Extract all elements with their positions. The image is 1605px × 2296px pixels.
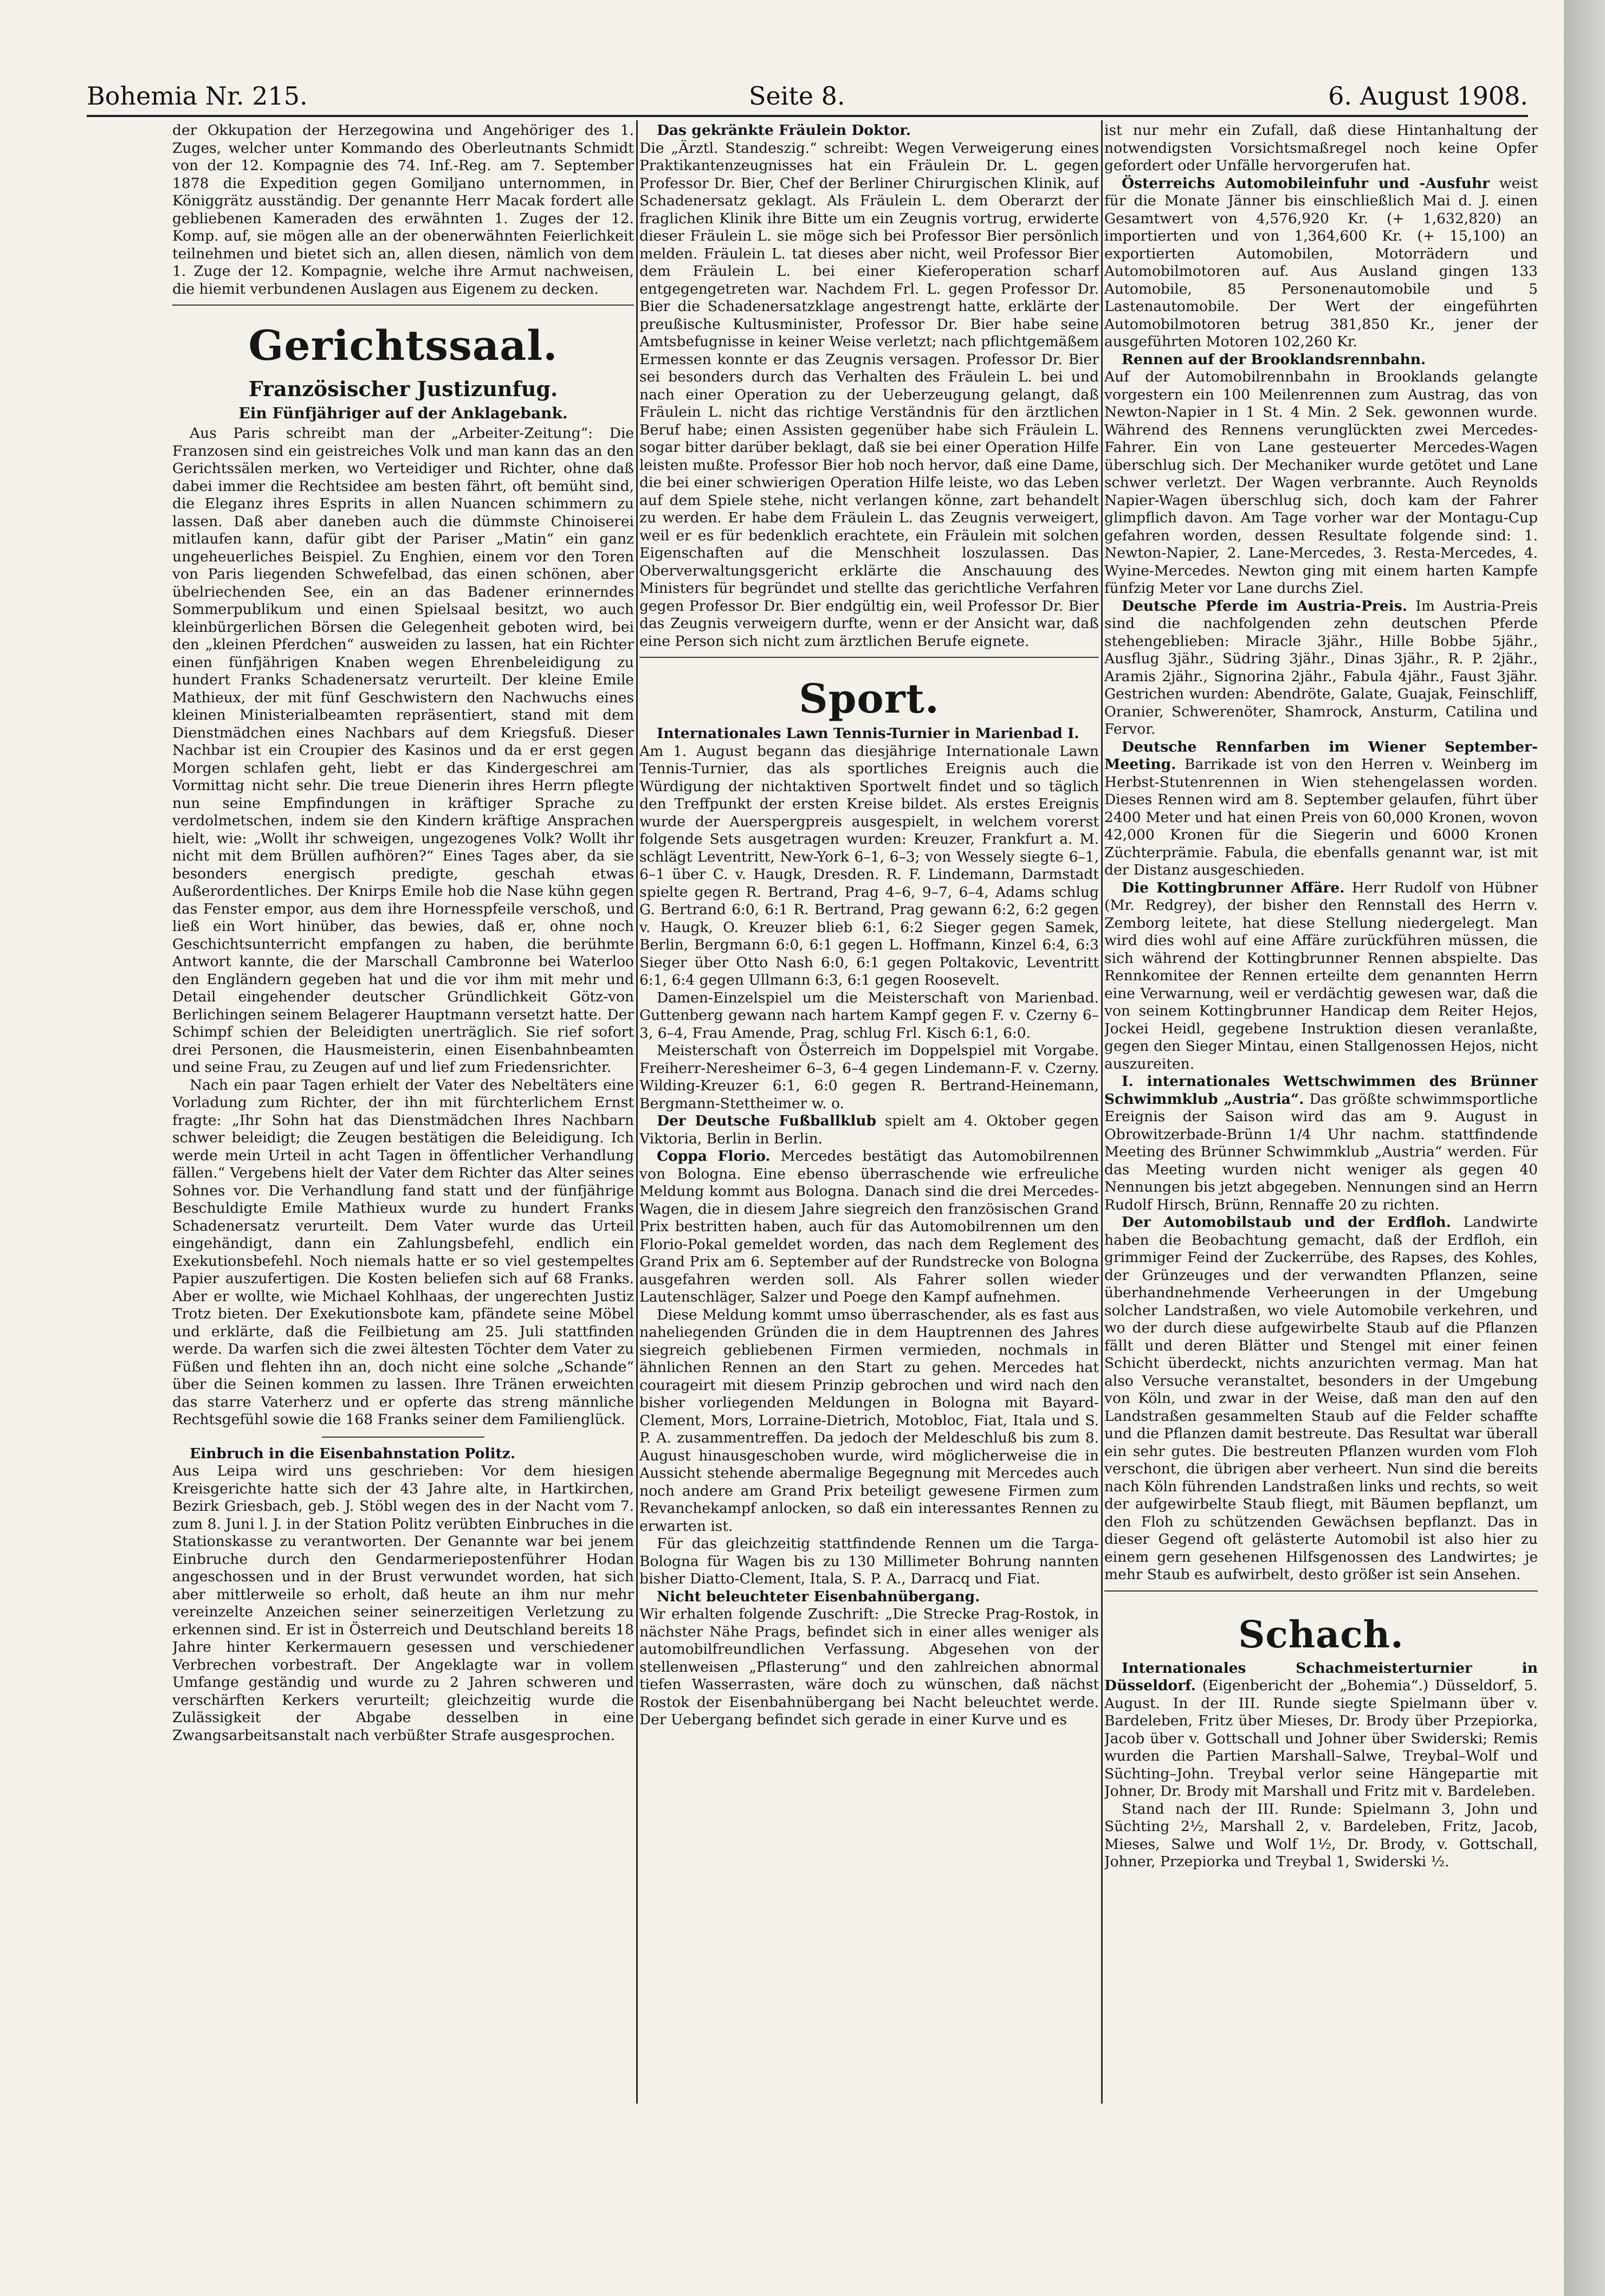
article-body: Landwirte haben die Beobachtung gemacht, daß der Erdfloh, ein grimmiger Feind der Zuckerrübe, des Rapses, des Kohles, der Grünzeuges und der verwandten Pflanzen, seine überhandnehmende Verheerungen in der Umgebung solcher Landstraßen, wo viele Automobile verkehren, und wo der durch diese aufgewirbelte Staub auf die Pflanzen fällt und deren Blätter und Stengel mit einer feinen Schicht überdeckt, nichts anzurichten vermag. Man hat also Versuche veranstaltet, besonders in der Umgebung von Köln, und zwar in der Weise, daß man den auf den Landstraßen gesammelten Staub auf die Felder schaffte und die Pflanzen damit bestreute. Das Resultat war überall ein sehr gutes. Die bestreuten Pflanzen wurden vom Floh verschont, die übrigen aber verheert. Nun sind die bereits nach Köln führenden Landstraßen links und rechts, so weit der aufgewirbelte Staub fliegt, mit Bäumen bepflanzt, um den Floh zu schützenden Gewächsen bepflanzt. Das in dieser Gegend oft gelästerte Automobil ist also hier zu einem gern gesehenen Hilfsgenossen des Landwirtes; je mehr Staub es aufwirbelt, desto größer ist sein Ansehen. [1104, 1214, 1538, 1583]
article-paragraph [1104, 598, 1538, 739]
article-paragraph: Damen-Einzelspiel um die Meisterschaft von Marienbad. Guttenberg gewann nach hartem Kampf gegen F. v. Czerny 6–3, 6–4, Frau Amende, Prag, schlug Frl. Kisch 6:1, 6:0. [639, 989, 1099, 1042]
article-subtitle: Französischer Justizunfug. [248, 377, 558, 401]
article-paragraph: Nach ein paar Tagen erhielt der Vater des Nebeltäters eine Vorladung zum Richter, der ihn mit fürchterlichem Ernst fragte: „Ihr Sohn hat das Dienstmädchen Ihres Nachbarn schwer beleidigt; die Zeugen bestätigen die Beleidigung. Ich werde mein Urteil in acht Tagen in öffentlicher Verhandlung fällen.“ Vergebens hielt der Vater dem Richter das Alter seines Sohnes vor. Die Verhandlung fand statt und der fünfjährige Beschuldigte Emile Mathieux wurde zu hundert Franks Schadenersatz verurteilt. Dem Vater wurde das Urteil eingehändigt, dann ein Zahlungsbefehl, endlich ein Exekutionsbefehl. Noch niemals hatte er so viel gestempeltes Papier auszufertigen. Die Kosten beliefen sich auf 68 Franks. Aber er wollte, wie Michael Kohlhaas, der ungerechten Justiz Trotz bieten. Der Exekutionsbote kam, pfändete seine Möbel und erklärte, daß die Feilbietung am 25. Juli stattfinden werde. Da warfen sich die zwei ältesten Töchter dem Vater zu Füßen und flehten ihn an, doch nicht eine solche „Schande“ über die Seinen kommen zu lassen. Ihre Tränen erweichten das starre Vaterherz und er opferte das streng männliche Rechtsgefühl sowie die 168 Franks seiner dem Familienglück. [172, 1076, 634, 1428]
column-separator [636, 120, 638, 2104]
article-divider [172, 305, 634, 306]
article-paragraph [1104, 739, 1538, 879]
header-rule [87, 115, 1528, 117]
article-paragraph: Diese Meldung kommt umso überraschender, als es fast aus naheliegenden Gründen die in dem Hauptrennen des Jahres siegreich gebliebenen Firmen vermieden, nochmals in ähnlichen Rennen an den Start zu gehen. Mercedes hat courageirt mit diesem Prinzip gebrochen und wird nach den bisher vorliegenden Meldungen in Bologna mit Bayard-Clement, Mors, Lorraine-Dietrich, Motobloc, Fiat, Itala und S. P. A. zusammentreffen. Da jedoch der Meldeschluß bis zum 8. August hinausgeschoben wurde, wird möglicherweise die in Aussicht stehende abermalige Begegnung mit Mercedes auch noch andere am Grand Prix beteiligt gewesene Firmen zum Revanchekampf anlocken, so daß ein interessantes Rennen zu erwarten ist. [639, 1306, 1099, 1535]
article-heading: Das gekränkte Fräulein Doktor. [657, 122, 911, 139]
article-divider [322, 1437, 484, 1438]
article-body: spielt am 4. Oktober gegen Viktoria, Berlin in Berlin. [639, 1113, 1099, 1147]
article-paragraph [1104, 1660, 1538, 1801]
article-heading: Die Kottingbrunner Affäre. [1122, 879, 1345, 896]
article-body: Die „Ärztl. Standeszig.“ schreibt: Wegen Verweigerung eines Praktikantenzeugnisses hat ein Fräulein Dr. L. gegen Professor Dr. Bier, Chef der Berliner Chirurgischen Klinik, auf Schadenersatz geklagt. Als Fräulein L. dem Oberarzt der fraglichen Klinik ihre Bitte um ein Zeugnis vortrug, erwiderte dieser Fräulein L. sie möge sich bei Professor Bier persönlich melden. Fräulein L. tat dieses aber nicht, weil Professor Bier dem Fräulein L. bei einer Kieferoperation scharf entgegengetreten war. Nachdem Frl. L. gegen Professor Dr. Bier die Schadenersatzklage angestrengt hatte, erklärte der preußische Kultusminister, Professor Dr. Bier habe seine Amtsbefugnisse in keiner Weise verletzt; nach pflichtgemäßem Ermessen konnte er das Zeugnis versagen. Professor Dr. Bier sei besonders durch das Verhalten des Fräulein L. bei und nach einer Operation zu der Ueberzeugung gelangt, daß Fräulein L. nicht das richtige Verständnis für den ärztlichen Beruf habe; einen Assisten gegenüber habe sich Fräulein L. sogar bitter darüber beklagt, daß sie bei einer Operation Hilfe leisten mußte. Professor Bier hob noch hervor, daß eine Dame, die bei einer schwierigen Operation Hilfe leiste, wo das Leben auf dem Spiele stehe, nicht verlangen könne, zart behandelt zu werden. Er habe dem Fräulein L. das Zeugnis verweigert, weil er es für bedenklich erachtete, ein Fräulein mit solchen Eigenschaften auf die Menschheit loszulassen. Das Oberverwaltungsgericht erklärte die Anschauung des Ministers für begründet und stellte das gerichtliche Verfahren gegen Professor Dr. Bier endgültig ein, weil Professor Dr. Bier das Zeugnis verweigern durfte, wenn er der Ansicht war, daß eine Person sich nicht zum ärztlichen Berufe eignete. [639, 139, 1099, 650]
article-heading: Coppa Florio. [657, 1148, 771, 1165]
column-3 [1104, 122, 1538, 2235]
article-body: Herr Rudolf von Hübner (Mr. Redgrey), der bisher den Rennstall des Herrn v. Zemborg leitete, hat diese Stellung niedergelegt. Man wird dies wohl auf eine Affäre zurückführen müssen, die sich während der Kottingbrunner Rennen abspielte. Das Rennkomitee der Rennen erteilte dem genannten Herrn eine Verwarnung, weil er verdächtig gewesen war, daß die von seinem Kottingbrunner Handicap dem Reiter Hejos, Jockei Heidl, gegebene Instruktion diesen veranlaßte, gegen den Sieger Mintau, einen Stallgenossen Hejos, nicht auszureiten. [1104, 879, 1538, 1072]
article-paragraph [1104, 879, 1538, 1073]
article-heading: Internationales Lawn Tennis-Turnier in Marienbad I. [657, 725, 1079, 742]
scan-border [1564, 0, 1605, 2296]
article-body: Wir erhalten folgende Zuschrift: „Die Strecke Prag-Rostok, in nächster Nähe Prags, befindet sich in einer alles weniger als automobilfreundlichen Verfassung. Abgesehen von der stellenweisen „Pflasterung“ und den zahlreichen abnormal tiefen Wasserrasten, wäre doch zu wünschen, daß nächst Rostok der Eisenbahnübergang bei Nacht beleuchtet werde. Der Uebergang befindet sich gerade in einer Kurve und es [639, 1606, 1099, 1728]
article-heading: Einbruch in die Eisenbahnstation Politz. [190, 1445, 516, 1462]
article-paragraph [1104, 1073, 1538, 1214]
article-heading: Nicht beleuchteter Eisenbahnübergang. [657, 1588, 980, 1605]
article-paragraph [1104, 1214, 1538, 1584]
article-divider [1104, 1590, 1538, 1592]
article-heading: Deutsche Rennfarben im Wiener September-Meeting. [1104, 738, 1538, 773]
article-body: Auf der Automobilrennbahn in Brooklands gelangte vorgestern ein 100 Meilenrennen zum Austrag, das von Newton-Napier in 1 St. 4 Min. 2 Sek. gewonnen wurde. Während des Rennens verunglückten zwei Mercedes-Fahrer. Ein von Lane gesteuerter Mercedes-Wagen überschlug sich. Der Mechaniker wurde getötet und Lane schwer verletzt. Der Wagen verbrannte. Auch Reynolds Napier-Wagen überschlug sich, doch kam der Fahrer glimpflich davon. Am Tage vorher war der Montagu-Cup gefahren worden, dessen Resultate folgende sind: 1. Newton-Napier, 2. Lane-Mercedes, 3. Resta-Mercedes, 4. Wyine-Mercedes. Newton ging mit einem harten Kampfe fünfzig Meter vor Lane durchs Ziel. [1104, 368, 1538, 597]
article-paragraph: Aus Paris schreibt man der „Arbeiter-Zeitung“: Die Franzosen sind ein geistreiches Volk und man kann das an den Gerichtssälen merken, wo Verteidiger und Richter, ohne daß dabei immer die Rechtsidee am besten fährt, oft bemüht sind, die Eleganz ihres Esprits in allen Nuancen schimmern zu lassen. Daß aber daneben auch die dümmste Chinoiserei mitlaufen kann, dafür gibt der Pariser „Matin“ ein ganz ungeheuerliches Beispiel. Zu Enghien, einem vor den Toren von Paris liegenden Schwefelbad, das einen schönen, aber übelriechenden See, ein an das Badener erinnerndes Sommerpublikum und einen Spielsaal besitzt, wo auch kleinbürgerlichen Börsen die Gelegenheit geboten wird, bei den „kleinen Pferdchen“ ausweiden zu lassen, hat ein Richter einen fünfjährigen Knaben wegen Ehrenbeleidigung zu hundert Franks Schadenersatz verurteilt. Der kleine Emile Mathieux, der mit fünf Geschwistern den Nachwuchs eines kleinen Ministerialbeamten repräsentiert, stand mit dem Dienstmädchen eines Nachbars auf dem Kriegsfuß. Dieser Nachbar ist ein Croupier des Kasinos und da er erst gegen Morgen schlafen geht, liebt er das Kindergeschrei am Vormittag nicht sehr. Die treue Dienerin ihres Herrn pflegte nun seine Empfindungen in kräftiger Sprache zu verdolmetschen, indem sie den Kindern kräftige Ansprachen hielt, wie: „Wollt ihr schweigen, ungezogenes Volk? Wollt ihr nicht mit dem Brüllen aufhören?“ Eines Tages aber, da sie besonders energisch predigte, geschah etwas Außerordentliches. Der Knirps Emile hob die Nase kühn gegen das Fenster empor, aus dem ihre Hornesspfeile verschoß, und ließ ein Wort hinüber, das bewies, daß er, ohne noch Geschichtsunterricht empfangen zu haben, die berühmte Antwort kannte, die der Marschall Cambronne bei Waterloo den Engländern gegeben hat und die vor ihm mit mehr und Detail eingehender deutscher Gründlichkeit Götz-von Berlichingen seinem Belagerer Hauptmann versetzt hatte. Der Schimpf schien der Beleidigten unerträglich. Sie rief sofort drei Personen, die Hausmeisterin, einen Eisenbahnbeamten und seine Frau, zu Zeugen auf und lief zum Friedensrichter. [172, 425, 634, 1076]
article-body: Barrikade ist von den Herren v. Weinberg im Herbst-Stutenrennen in Wien stehengelassen worden. Dieses Rennen wird am 8. September gelaufen, führt über 2400 Meter und hat einen Preis von 60,000 Kronen, wovon 42,000 Kronen für die Siegerin und 6000 Kronen Züchterprämie. Fabula, die ebenfalls genannt war, ist mit der Distanz ausgeschieden. [1104, 756, 1538, 878]
article-heading: Deutsche Pferde im Austria-Preis. [1122, 597, 1407, 615]
article-body: Mercedes bestätigt das Automobilrennen von Bologna. Eine ebenso überraschende wie erfreuliche Meldung kommt aus Bologna. Danach sind die drei Mercedes-Wagen, die in diesem Jahre siegreich den französischen Grand Prix bestritten haben, auch für das Automobilrennen um den Florio-Pokal gemeldet worden, das nach dem Reglement des Grand Prix am 6. September auf der Rundstrecke von Bologna ausgefahren werden soll. Als Fahrer sollen wieder Lautenschläger, Salzer und Poege den Kampf aufnehmen. [639, 1148, 1099, 1305]
column-separator [1101, 120, 1103, 2104]
article-paragraph [1104, 175, 1538, 351]
article-body: Am 1. August begann das diesjährige Internationale Lawn Tennis-Turnier, das als sportliches Ereignis auch die Würdigung der nichtaktiven Sportwelt findet und so täglich den Treffpunkt der ersten Kreise bildet. Als erstes Ereignis wurde der Auerspergpreis ausgespielt, in welchem vorerst folgende Sets ausgetragen wurden: Kreuzer, Frankfurt a. M. schlägt Leventritt, New-York 6–1, 6–3; von Wessely siegte 6–1, 6–1 über C. v. Haugk, Dresden. R. F. Lindemann, Darmstadt spielte gegen R. Bertrand, Prag 4–6, 9–7, 6–4, Adams schlug G. Bertrand 6:0, 6:1 R. Bertrand, Prag gewann 6:2, 6:2 gegen v. Haugk, O. Kreuzer blieb 6:1, 6:2 Sieger gegen Samek, Berlin, Bergmann 6:0, 6:1 gegen L. Hoffmann, Kinzel 6:4, 6:3 Sieger über Otto Nash 6:0, 6:1 gegen Poltakovic, Leventritt 6:1, 6:4 gegen Ullmann 6:3, 6:1 gegen Roosevelt. [639, 742, 1099, 988]
article-body: Das größte schwimmsportliche Ereignis der Saison wird das am 9. August in Obrowitzerbade-Brünn 1/4 Uhr nachm. stattfindende Meeting des Brünner Schwimmklub „Austria“ werden. Für das Meeting wurden nicht weniger als gegen 40 Nennungen bis jetzt abgegeben. Nennungen sind an Herrn Rudolf Hirsch, Brünn, Rennaffe 20 zu richten. [1104, 1090, 1538, 1213]
article-continuation: der Okkupation der Herzegowina und Angehöriger des 1. Zuges, welcher unter Kommando des Oberleutnants Schmidt von der 12. Kompagnie des 74. Inf.-Reg. am 7. September 1878 die Expedition gegen Gomiljano unternommen, in Königgrätz ausständig. Der genannte Herr Macak fordert alle gebliebenen Kameraden des erwähnten 1. Zuges der 12. Komp. auf, sie mögen alle an der obenerwähnten Feierlichkeit teilnehmen und bietet sich an, allen diesen, nämlich von dem 1. Zuge der 12. Kompagnie, welche ihre Armut nachweisen, die hiemit verbundenen Auslagen aus Eigenem zu decken. [172, 122, 634, 297]
column-1 [172, 122, 634, 2235]
article-body: Aus Leipa wird uns geschrieben: Vor dem hiesigen Kreisgerichte hatte sich der 43 Jahre alte, in Hartkirchen, Bezirk Griesbach, geb. J. Stöbl wegen des in der Nacht vom 7. zum 8. Juni l. J. in der Station Politz verübten Einbruches in die Stationskasse zu verantworten. Der Genannte war bei jenem Einbruche durch den Gendarmeriepostenführer Hodan angeschossen und in der Brust verwundet worden, hat sich aber mittlerweile so erholt, daß heute an ihm nur mehr vereinzelte Anzeichen seiner seinerzeitigen Verletzung zu erkennen sind. Er ist in Österreich und Deutschland bereits 18 Jahre hinter Kerkermauern gesessen und verschiedener Verbrechen vorbestraft. Der Angeklagte war in vollem Umfange geständig und wurde zu 2 Jahren schweren und verschärften Kerkers verurteilt; gleichzeitig wurde die Zulässigkeit der Abgabe desselben in eine Zwangsarbeitsanstalt nach verbüßter Strafe ausgesprochen. [172, 1463, 634, 1744]
column-2 [639, 122, 1099, 2235]
article-paragraph [1104, 351, 1538, 598]
article-continuation: ist nur mehr ein Zufall, daß diese Hintanhaltung der notwendigsten Vorsichtsmaßregel noch keine Opfer gefordert oder Unfälle hervorgerufen hat. [1104, 122, 1538, 174]
article-body: weist für die Monate Jänner bis einschließlich Mai d. J. einen Gesamtwert von 4,576,920 Kr. (+ 1,632,820) an importierten und von 1,364,600 Kr. (+ 15,100) an exportierten Automobilen, Motorrädern und Automobilmotoren auf. Aus Ausland gingen 133 Automobile, 85 Personenautomobile und 5 Lastenautomobile. Der Wert der eingeführten Automobilmotoren betrug 381,850 Kr., jener der ausgeführten Motoren 102,260 Kr. [1104, 174, 1538, 350]
article-body: (Eigenbericht der „Bohemia“.) Düsseldorf, 5. August. In der III. Runde siegte Spielmann über v. Bardeleben, Fritz über Mieses, Dr. Brody über Przepiorka, Jacob über v. Gottschall und Johner über Swiderski; Remis wurden die Partien Marshall–Salwe, Treybal–Wolf und Süchting–John. Treybal verlor seine Hängepartie mit Johner, Dr. Brody mit Marshall und Fritz mit v. Bardeleben. [1104, 1677, 1538, 1800]
article-heading: I. internationales Wettschwimmen des Brünner Schwimmklub „Austria“. [1104, 1073, 1538, 1108]
article-heading: Österreichs Automobileinfuhr und -Ausfuhr [1122, 174, 1490, 192]
article-paragraph [172, 1445, 634, 1745]
article-paragraph [639, 122, 1099, 650]
article-paragraph: Stand nach der III. Runde: Spielmann 3, John und Süchting 2½, Marshall 2, v. Bardeleben, Fritz, Jacob, Mieses, Salwe und Wolf 1½, Dr. Brody, v. Gottschall, Johner, Przepiorka und Treybal 1, Swiderski ½. [1104, 1800, 1538, 1870]
header-page-number: Seite 8. [749, 81, 845, 111]
section-title-gerichtssaal: Gerichtssaal. [248, 321, 558, 370]
article-heading: Internationales Schachmeisterturnier in Düsseldorf. [1104, 1659, 1538, 1694]
article-divider [639, 657, 1099, 658]
article-paragraph: Für das gleichzeitig stattfindende Rennen um die Targa-Bologna für Wagen bis zu 130 Millimeter Bohrung nannten bisher Diatto-Clement, Itala, S. P. A., Darracq und Fiat. [639, 1535, 1099, 1587]
article-paragraph [639, 1113, 1099, 1148]
article-body: Im Austria-Preis sind die nachfolgenden zehn deutschen Pferde stehengeblieben: Miracle 3jähr., Hille Bobbe 5jähr., Ausflug 3jähr., Südring 3jähr., Dinas 3jähr., R. P. 2jähr., Aramis 2jähr., Signorina 2jähr., Fabula 4jähr., Faust 3jähr. Gestrichen wurden: Abendröte, Galate, Guajak, Feinschliff, Oranier, Schwerenöter, Shamrock, Ansturm, Catilina und Fervor. [1104, 597, 1538, 738]
header-date: 6. August 1908. [1328, 81, 1528, 111]
section-title-sport: Sport. [799, 676, 940, 722]
article-heading: Rennen auf der Brooklandsrennbahn. [1122, 351, 1426, 368]
section-title-schach: Schach. [1238, 1613, 1404, 1657]
article-paragraph [639, 1148, 1099, 1307]
article-paragraph [639, 1588, 1099, 1729]
article-heading: Der Deutsche Fußballklub [657, 1113, 877, 1129]
article-heading: Der Automobilstaub und der Erdfloh. [1122, 1214, 1451, 1231]
header-publication: Bohemia Nr. 215. [87, 81, 308, 111]
article-subheading: Ein Fünfjähriger auf der Anklagebank. [238, 404, 568, 422]
article-paragraph [639, 725, 1099, 989]
article-paragraph: Meisterschaft von Österreich im Doppelspiel mit Vorgabe. Freiherr-Neresheimer 6–3, 6–4 gegen Lindemann-F. v. Czerny. Wilding-Kreuzer 6:1, 6:0 gegen R. Bertrand-Heinemann, Bergmann-Stettheimer w. o. [639, 1042, 1099, 1112]
page-header [87, 81, 1528, 119]
